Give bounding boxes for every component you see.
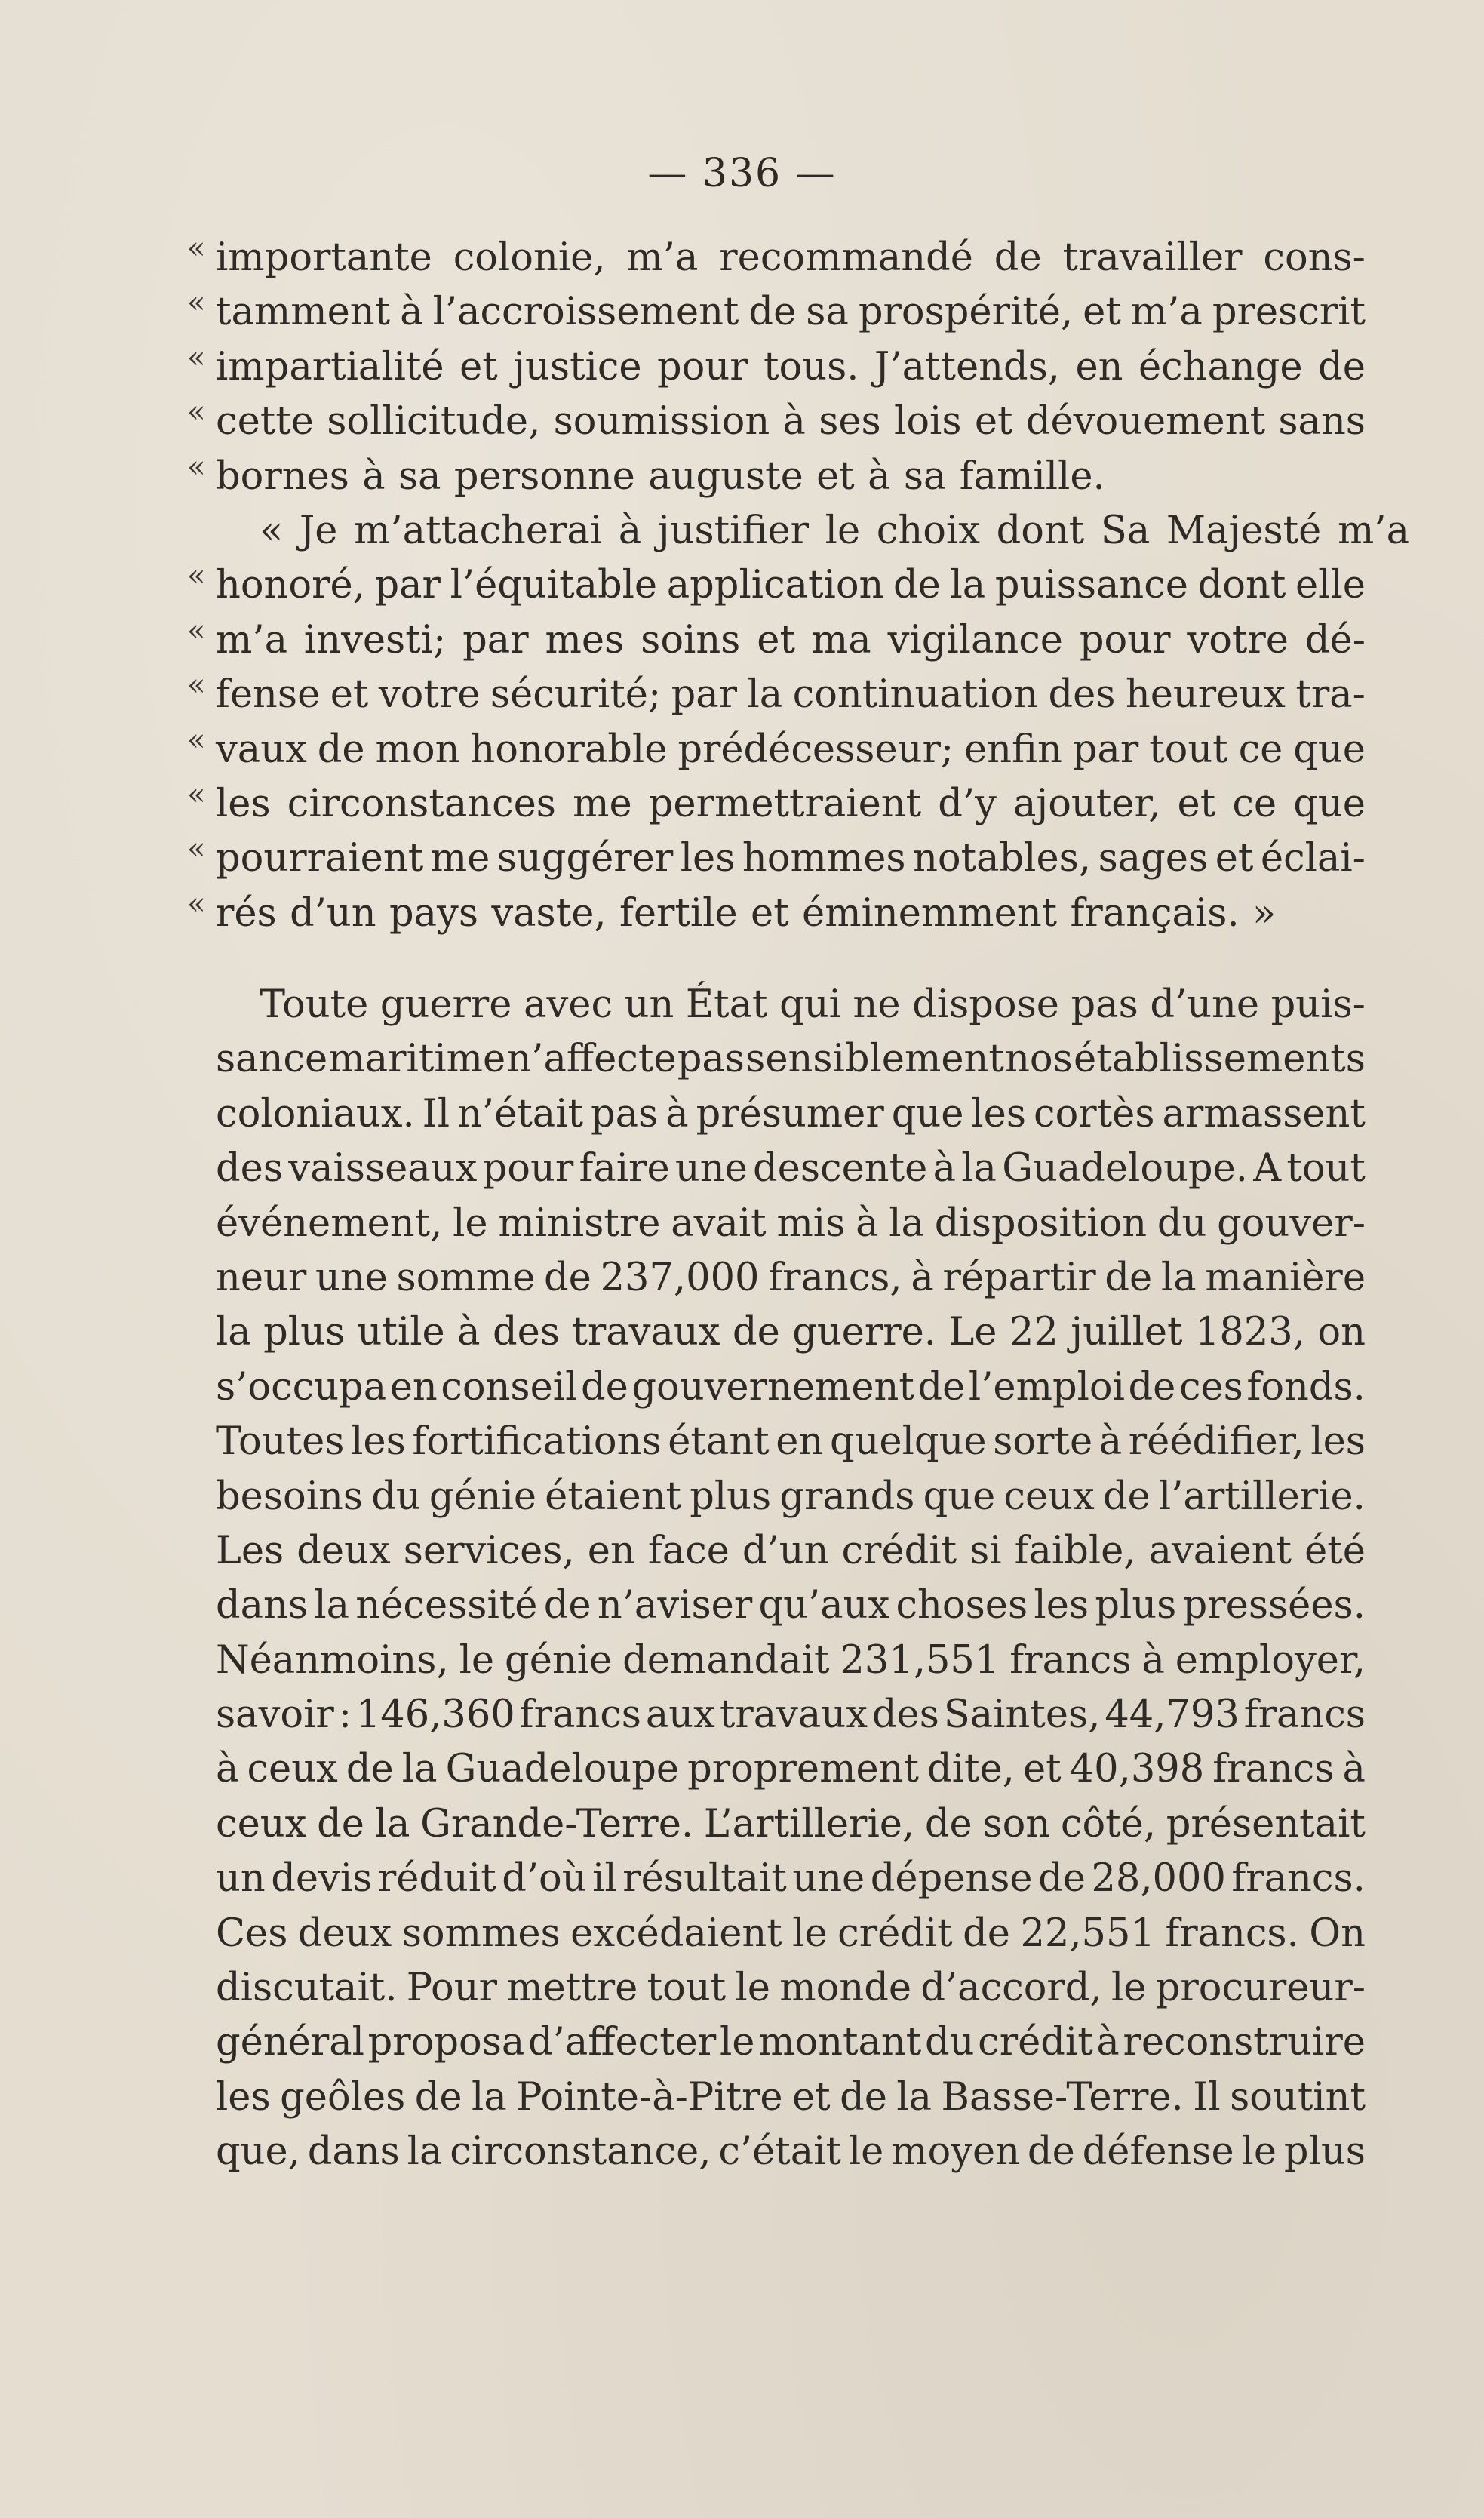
body-line: les geôles de la Pointe-à-Pitre et de la Basse-Terre. Il soutint [216,2074,1366,2120]
quote-line-text: cette sollicitude, soumission à ses lois et dévouement sans [216,399,1366,444]
quote-line-text: m’a investi; par mes soins et ma vigilance pour votre dé- [216,617,1366,663]
guillemet-mark: « [187,722,206,758]
guillemet-mark: « [187,395,206,430]
body-line: Toute guerre avec un État qui ne dispose pas d’une puis- [260,982,1366,1027]
guillemet-mark: « [187,285,206,321]
body-line: ceux de la Grande-Terre. L’artillerie, de son côté, présentait [216,1801,1366,1846]
quote-line-text: les circonstances me permettraient d’y ajouter, et ce que [216,781,1366,826]
quote-line-text: impartialité et justice pour tous. J’attends, en échange de [216,344,1366,389]
guillemet-mark: « [187,886,206,921]
quote-line-text: « Je m’attacherai à justifier le choix dont Sa Majesté m’a [260,508,1409,553]
quote-line-text: importante colonie, m’a recommandé de travailler cons- [216,235,1366,280]
quote-line-text: rés d’un pays vaste, fertile et éminemment français. » [216,890,1277,936]
body-line: événement, le ministre avait mis à la disposition du gouver- [216,1201,1366,1246]
quote-line [187,832,1366,886]
body-line: à ceux de la Guadeloupe proprement dite, et 40,398 francs à [216,1747,1366,1792]
body-line: un devis réduit d’où il résultait une dépense de 28,000 francs. [216,1856,1366,1902]
body-line: dans la nécessité de n’aviser qu’aux choses les plus pressées. [216,1583,1366,1628]
quote-line-text: pourraient me suggérer les hommes notables, sages et éclai- [216,836,1366,881]
body-line: besoins du génie étaient plus grands que ceux de l’artillerie. [216,1474,1366,1519]
quote-line-text: vaux de mon honorable prédécesseur; enfin par tout ce que [216,727,1366,772]
body-line: la plus utile à des travaux de guerre. Le 22 juillet 1823, on [216,1310,1366,1355]
guillemet-mark: « [187,231,206,266]
quote-line-text: honoré, par l’équitable application de la puissance dont elle [216,563,1366,608]
quote-line [187,395,1366,449]
guillemet-mark: « [187,340,206,375]
quote-line [187,340,1366,395]
quote-line [187,668,1366,722]
quoted-speech [187,231,1409,941]
quote-line [187,231,1366,285]
quote-line [187,285,1366,340]
body-line: général proposa d’affecter le montant du crédit à reconstruire [216,2020,1366,2065]
quote-line-text: tamment à l’accroissement de sa prospérité, et m’a prescrit [216,290,1366,335]
body-line: savoir : 146,360 francs aux travaux des Saintes, 44,793 francs [216,1693,1366,1738]
body-paragraph [216,978,1366,2180]
body-line: Néanmoins, le génie demandait 231,551 francs à employer, [216,1637,1366,1683]
quote-line [187,558,1366,613]
body-line: Ces deux sommes excédaient le crédit de 22,551 francs. On [216,1911,1366,1956]
guillemet-mark: « [187,613,206,648]
quote-line [216,504,1409,558]
guillemet-mark: « [187,776,206,812]
body-line: des vaisseaux pour faire une descente à la Guadeloupe. A tout [216,1146,1366,1191]
page-number: — 336 — [647,151,837,196]
quote-line-text: bornes à sa personne auguste et à sa famille. [216,453,1105,499]
quote-line [187,722,1366,777]
body-line: coloniaux. Il n’était pas à présumer que les cortès armassent [216,1091,1366,1136]
body-line: sance maritime n’affecte pas sensiblement nos établissements [216,1037,1366,1082]
body-line: Les deux services, en face d’un crédit si faible, avaient été [216,1528,1366,1573]
body-line: discutait. Pour mettre tout le monde d’accord, le procureur- [216,1966,1366,2011]
body-line: Toutes les fortifications étant en quelque sorte à réédifier, les [216,1419,1366,1465]
body-line: neur une somme de 237,000 francs, à répartir de la manière [216,1255,1366,1300]
quote-line [187,613,1366,668]
quote-line [187,449,1366,504]
guillemet-mark: « [187,832,206,867]
guillemet-mark: « [187,558,206,594]
body-line: s’occupa en conseil de gouvernement de l’emploi de ces fonds. [216,1364,1366,1410]
guillemet-mark: « [187,668,206,703]
quote-line-text: fense et votre sécurité; par la continuation des heureux tra- [216,672,1366,718]
body-line: que, dans la circonstance, c’était le moyen de défense le plus [216,2129,1366,2175]
quote-line [187,886,1366,941]
guillemet-mark: « [187,449,206,484]
quote-line [187,776,1366,832]
